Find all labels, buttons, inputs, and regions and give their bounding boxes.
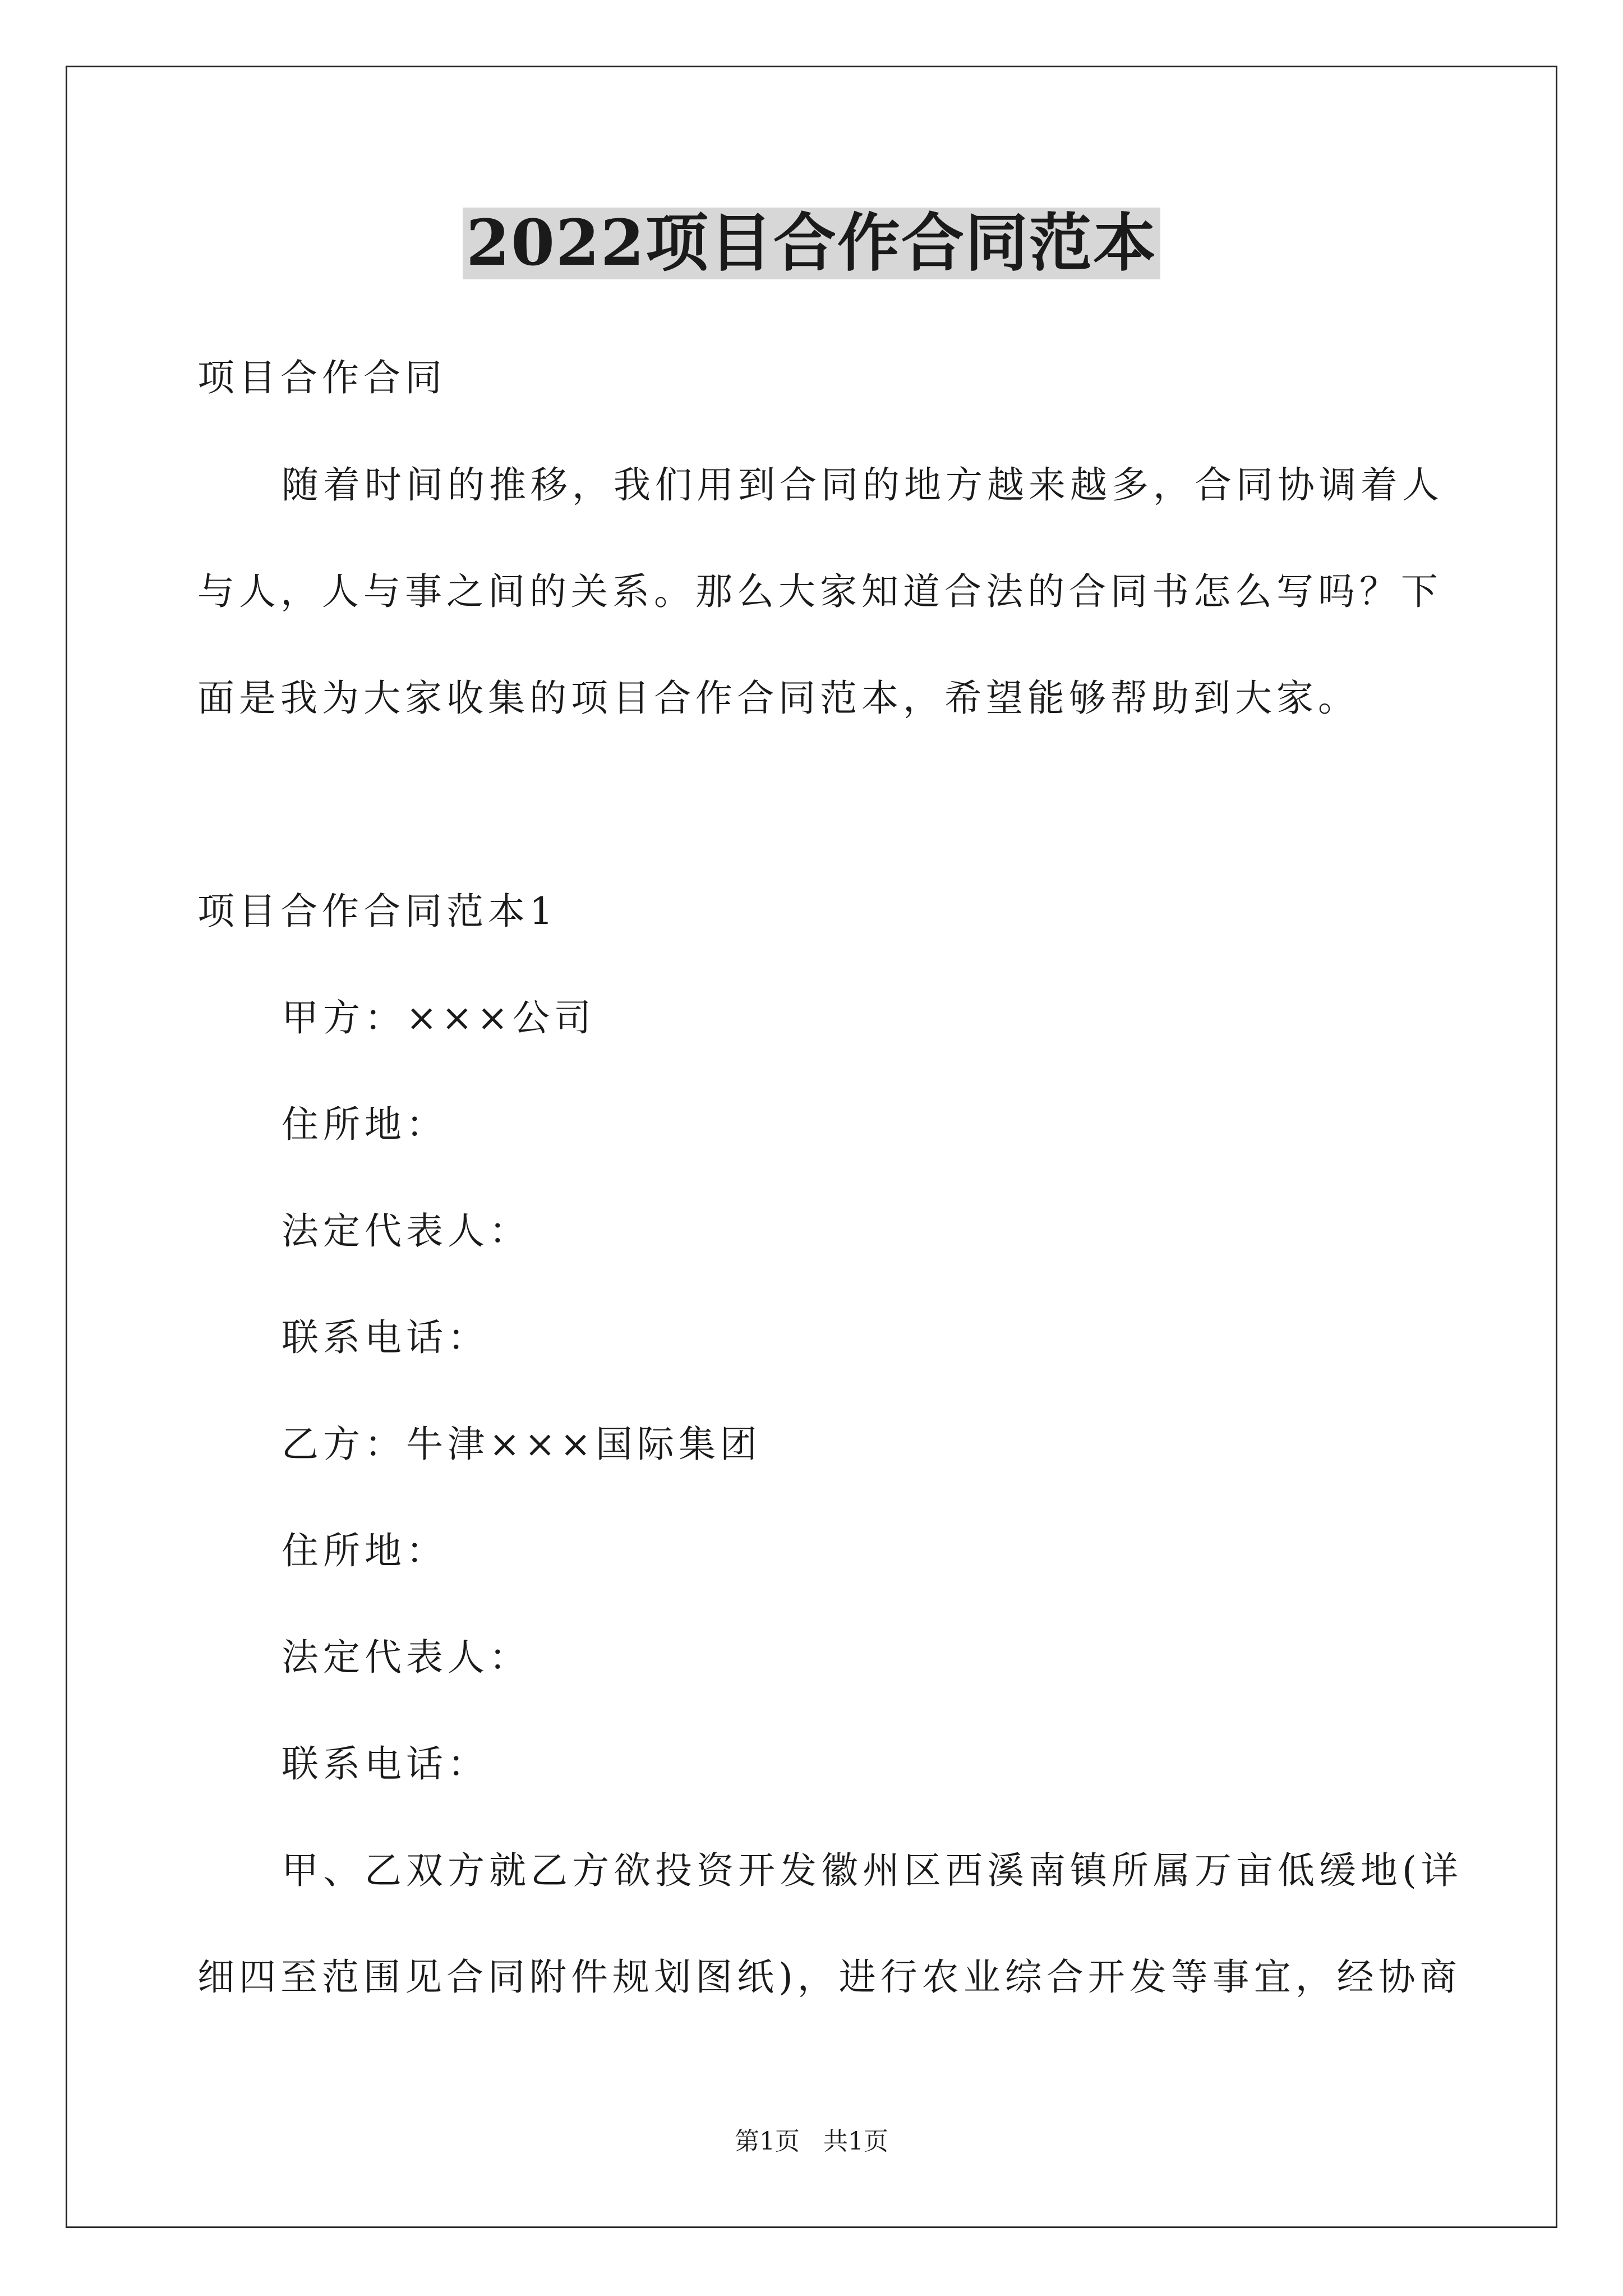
body-line-1: 甲、乙双方就乙方欲投资开发徽州区西溪南镇所属万亩低缓地(详 — [282, 1849, 1463, 1892]
party-b-phone-label: 联系电话： — [282, 1742, 489, 1786]
intro-line-1: 随着时间的推移，我们用到合同的地方越来越多，合同协调着人 — [282, 463, 1444, 507]
section-heading: 项目合作合同范本1 — [197, 890, 557, 933]
intro-line-3: 面是我为大家收集的项目合作合同范本，希望能够帮助到大家。 — [197, 677, 1359, 720]
intro-line-2: 与人，人与事之间的关系。那么大家知道合法的合同书怎么写吗？下 — [197, 570, 1442, 613]
party-b-address-label: 住所地： — [282, 1529, 448, 1572]
page-footer: 第1页 共1页 — [735, 2127, 888, 2156]
party-a-name: 甲方：×××公司 — [282, 996, 596, 1039]
document-title-text: 2022项目合作合同范本 — [463, 208, 1160, 279]
party-a-phone-label: 联系电话： — [282, 1316, 489, 1359]
contract-heading: 项目合作合同 — [197, 356, 446, 399]
party-b-representative-label: 法定代表人： — [282, 1636, 531, 1679]
party-a-representative-label: 法定代表人： — [282, 1209, 531, 1253]
party-a-address-label: 住所地： — [282, 1103, 448, 1146]
document-title — [0, 208, 1623, 279]
party-b-name: 乙方：牛津×××国际集团 — [282, 1423, 762, 1466]
body-line-2: 细四至范围见合同附件规划图纸)，进行农业综合开发等事宜，经协商 — [197, 1955, 1461, 1999]
